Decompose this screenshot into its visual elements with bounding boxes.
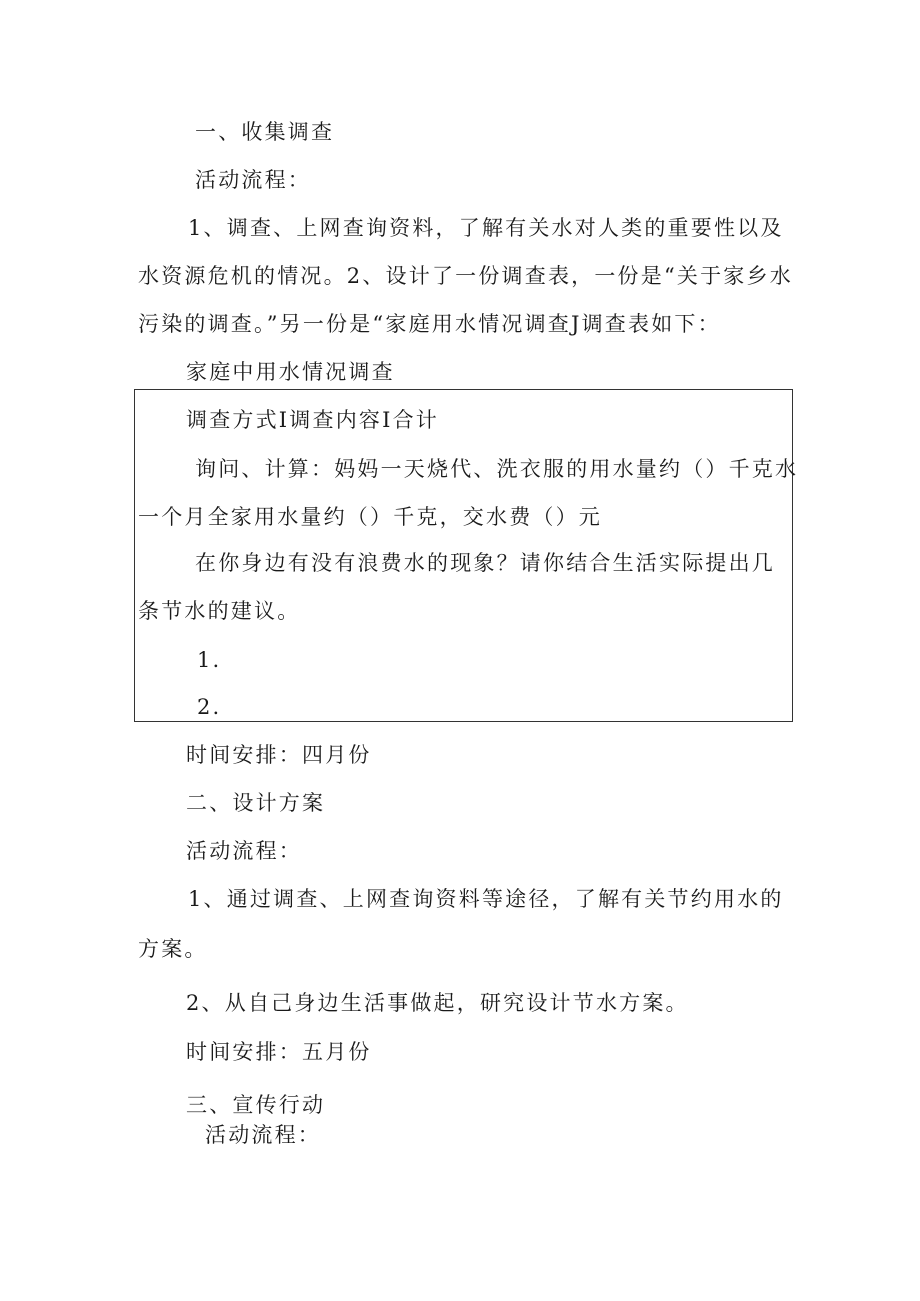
survey-question2-line1: 在你身边有没有浪费水的现象？请你结合生活实际提出几 [195,551,775,575]
section2-schedule: 时间安排：五月份 [186,1040,372,1064]
survey-question1-line2: 一个月全家用水量约（）千克，交水费（）元 [138,505,602,529]
survey-table-title: 家庭中用水情况调查 [186,360,395,384]
section3-heading: 三、宣传行动 [186,1093,326,1117]
survey-question1-line1: 询问、计算：妈妈一天烧代、洗衣服的用水量约（）千克水 [195,457,799,481]
survey-answer-item2: 2. [197,695,222,719]
section2-flow-label: 活动流程： [186,839,302,863]
survey-answer-item1: 1. [197,648,222,672]
section3-flow-label: 活动流程： [205,1123,321,1147]
section1-schedule: 时间安排：四月份 [186,743,372,767]
survey-header-row: 调查方式I调查内容I合计 [186,408,439,432]
section2-step1-line2: 方案。 [138,937,208,961]
survey-question2-line2: 条节水的建议。 [138,599,301,623]
section1-heading: 一、收集调查 [195,120,335,144]
section2-heading: 二、设计方案 [186,791,326,815]
section2-step1-line1: 1、通过调查、上网查询资料等途径，了解有关节约用水的 [188,887,784,911]
section2-step2: 2、从自己身边生活事做起，研究设计节水方案。 [186,991,689,1015]
section1-paragraph-line1: 1、调查、上网查询资料，了解有关水对人类的重要性以及 [188,216,784,240]
section1-flow-label: 活动流程： [195,168,311,192]
section1-paragraph-line2: 水资源危机的情况。2、设计了一份调查表，一份是“关于家乡水 [138,264,793,288]
section1-paragraph-line3: 污染的调查。”另一份是“家庭用水情况调查J调查表如下： [138,312,721,336]
